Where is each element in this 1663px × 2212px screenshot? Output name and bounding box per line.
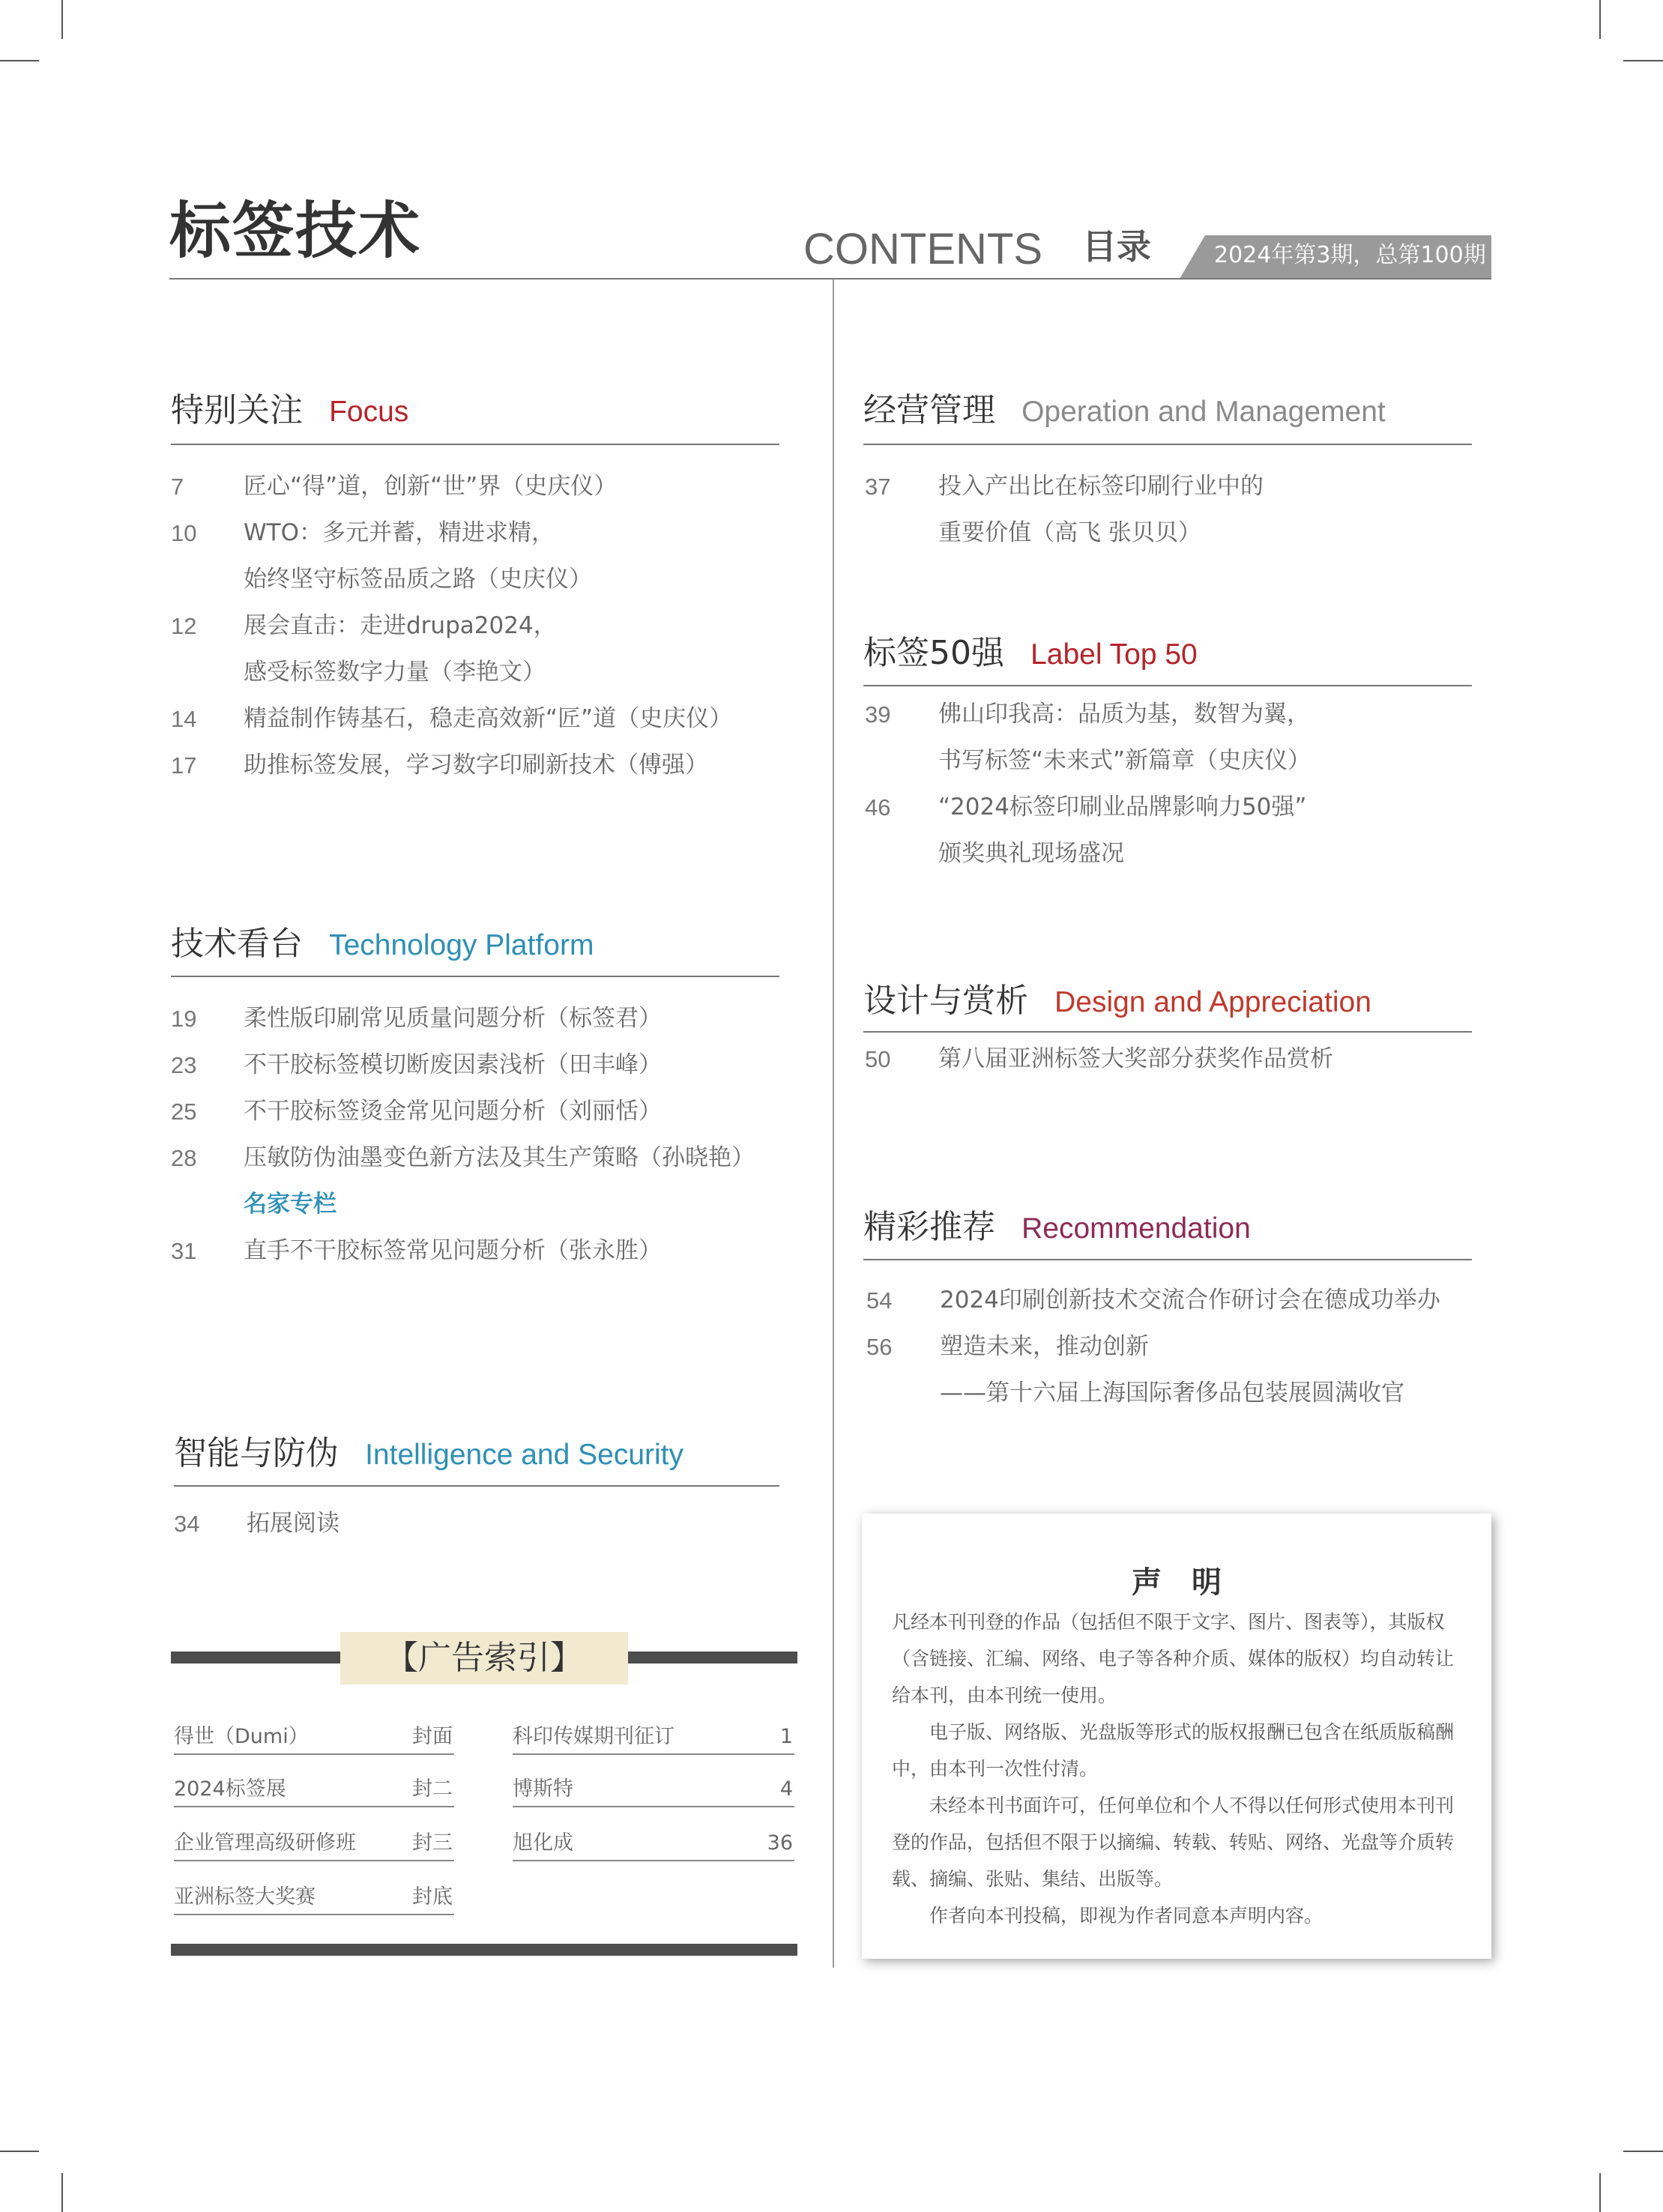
toc-item[interactable]: WTO：多元并蓄，精进求精， (244, 519, 555, 546)
page-number: 28 (171, 1145, 197, 1171)
section-title: 智能与防伪 (174, 1434, 339, 1472)
page-number: 10 (171, 520, 197, 546)
section-focus (171, 391, 779, 429)
toc-item[interactable]: 投入产出比在标签印刷行业中的 (938, 473, 1264, 500)
page-number: 34 (174, 1511, 200, 1537)
crop-mark (0, 60, 39, 61)
ad-index-title: 【广告索引】 (385, 1639, 583, 1677)
ad-rule (174, 1806, 454, 1807)
section-title: 经营管理 (863, 391, 995, 429)
section-title: 设计与赏析 (863, 982, 1028, 1020)
ad-name: 亚洲标签大奖赛 (174, 1885, 316, 1909)
crop-mark (1623, 60, 1663, 61)
contents-heading-zh: 目录 (1082, 226, 1151, 267)
ad-rule (174, 1860, 454, 1861)
ad-name: 博斯特 (513, 1777, 573, 1801)
toc-item-cont[interactable]: ——第十六届上海国际奢侈品包装展圆满收官 (940, 1380, 1404, 1406)
toc-item[interactable]: 拓展阅读 (247, 1510, 339, 1537)
section-title: 特别关注 (171, 391, 303, 429)
crop-mark (1599, 2173, 1601, 2212)
ad-name: 得世（Dumi） (174, 1725, 309, 1748)
issue-info: 2024年第3期，总第100期 (1214, 242, 1486, 268)
section-title: 精彩推荐 (863, 1208, 995, 1246)
ad-rule (513, 1753, 794, 1755)
toc-item[interactable]: 佛山印我高：品质为基，数智为翼， (938, 701, 1310, 728)
magazine-title: 标签技术 (169, 196, 422, 267)
page-number: 7 (171, 474, 184, 500)
column-label: 名家专栏 (244, 1191, 336, 1218)
page-number: 14 (171, 706, 197, 732)
section-top50 (863, 634, 1472, 672)
section-technology (171, 925, 779, 963)
page-number: 56 (866, 1334, 893, 1360)
crop-mark (61, 0, 63, 39)
section-rule (863, 1031, 1472, 1033)
section-design (863, 982, 1472, 1020)
contents-heading: CONTENTS (803, 225, 1042, 274)
header-rule (169, 278, 1491, 279)
notice-paragraph: 电子版、网络版、光盘版等形式的版权报酬已包含在纸质版稿酬中，由本刊一次性付清。 (892, 1721, 1455, 1780)
copyright-notice (862, 1514, 1491, 1959)
toc-item[interactable]: “2024标签印刷业品牌影响力50强” (938, 794, 1307, 821)
notice-title: 声明 (1132, 1565, 1252, 1600)
ad-name: 旭化成 (513, 1831, 573, 1855)
page-number: 54 (866, 1287, 893, 1314)
page-number: 39 (865, 701, 891, 728)
ad-name: 2024标签展 (174, 1777, 286, 1801)
section-rule (863, 1259, 1472, 1260)
page-number: 19 (171, 1006, 197, 1032)
section-intelligence (174, 1434, 779, 1472)
section-title-en: Design and Appreciation (1054, 986, 1371, 1018)
crop-mark (1623, 2151, 1663, 2152)
notice-paragraph: 作者向本刊投稿，即视为作者同意本声明内容。 (929, 1905, 1324, 1927)
toc-item[interactable]: 塑造未来，推动创新 (940, 1333, 1149, 1360)
toc-item-cont[interactable]: 感受标签数字力量（李艳文） (244, 659, 546, 686)
toc-item-cont[interactable]: 始终坚守标签品质之路（史庆仪） (244, 566, 592, 593)
column-divider (833, 279, 834, 1968)
ad-rule (513, 1860, 794, 1861)
section-title: 标签50强 (863, 634, 1004, 672)
section-title-en: Label Top 50 (1030, 638, 1198, 671)
crop-mark (1599, 0, 1601, 39)
toc-item[interactable]: 不干胶标签烫金常见问题分析（刘丽恬） (244, 1098, 662, 1125)
section-title: 技术看台 (171, 925, 303, 963)
toc-item-cont[interactable]: 书写标签“未来式”新篇章（史庆仪） (938, 747, 1312, 774)
section-title-en: Focus (329, 396, 409, 428)
ad-footer-bar (171, 1944, 797, 1956)
ad-name: 科印传媒期刊征订 (513, 1725, 674, 1748)
toc-item[interactable]: 助推标签发展，学习数字印刷新技术（傅强） (244, 752, 708, 779)
page-number: 25 (171, 1099, 197, 1125)
ad-position: 封三 (412, 1831, 453, 1855)
toc-item[interactable]: 压敏防伪油墨变色新方法及其生产策略（孙晓艳） (244, 1144, 755, 1171)
page-number: 37 (865, 474, 891, 500)
section-rule (171, 444, 779, 445)
page-number: 46 (865, 794, 891, 821)
toc-item-cont[interactable]: 颁奖典礼现场盛况 (938, 840, 1124, 867)
section-title-en: Technology Platform (329, 929, 594, 961)
section-title-en: Recommendation (1021, 1212, 1251, 1245)
page-number: 12 (171, 613, 197, 639)
ad-rule (174, 1914, 454, 1915)
ad-name: 企业管理高级研修班 (174, 1831, 356, 1855)
notice-paragraph: 未经本刊书面许可，任何单位和个人不得以任何形式使用本刊刊登的作品，包括但不限于以摘编、转载、转贴、网络、光盘等介质转载、摘编、张贴、集结、出版等。 (892, 1795, 1455, 1890)
ad-position: 封面 (412, 1725, 453, 1748)
page-number: 17 (171, 752, 197, 779)
page-number: 50 (865, 1046, 891, 1072)
ad-position: 封底 (412, 1885, 453, 1909)
ad-page: 36 (767, 1831, 793, 1855)
crop-mark (61, 2173, 63, 2212)
ad-rule (174, 1753, 454, 1755)
section-rule (174, 1485, 779, 1487)
notice-paragraph: 凡经本刊刊登的作品（包括但不限于文字、图片、图表等），其版权（含链接、汇编、网络、电子等各种介质、媒体的版权）均自动转让给本刊，由本刊统一使用。 (892, 1611, 1455, 1706)
toc-item[interactable]: 第八届亚洲标签大奖部分获奖作品赏析 (938, 1045, 1333, 1072)
page-number: 31 (171, 1238, 197, 1264)
section-rule (863, 444, 1472, 445)
section-rule (863, 685, 1472, 686)
toc-item-cont[interactable]: 重要价值（高飞 张贝贝） (938, 519, 1201, 546)
section-operation (863, 391, 1472, 429)
toc-item[interactable]: 展会直击：走进drupa2024， (244, 612, 557, 639)
toc-item[interactable]: 精益制作铸基石，稳走高效新“匠”道（史庆仪） (244, 705, 733, 732)
ad-page: 4 (779, 1777, 793, 1801)
page-number: 23 (171, 1052, 197, 1078)
section-title-en: Operation and Management (1021, 396, 1386, 428)
toc-item[interactable]: 2024印刷创新技术交流合作研讨会在德成功举办 (940, 1287, 1440, 1314)
toc-item[interactable]: 匠心“得”道，创新“世”界（史庆仪） (244, 473, 618, 500)
toc-item[interactable]: 不干胶标签模切断废因素浅析（田丰峰） (244, 1051, 662, 1078)
ad-index-title-box (340, 1632, 628, 1684)
section-rule (171, 976, 779, 977)
ad-position: 封二 (412, 1777, 453, 1801)
section-title-en: Intelligence and Security (365, 1439, 684, 1471)
toc-item[interactable]: 直手不干胶标签常见问题分析（张永胜） (244, 1237, 662, 1264)
toc-item[interactable]: 柔性版印刷常见质量问题分析（标签君） (244, 1005, 662, 1032)
crop-mark (0, 2151, 39, 2152)
section-recommendation (863, 1208, 1472, 1246)
ad-page: 1 (779, 1725, 793, 1748)
ad-rule (513, 1806, 794, 1807)
